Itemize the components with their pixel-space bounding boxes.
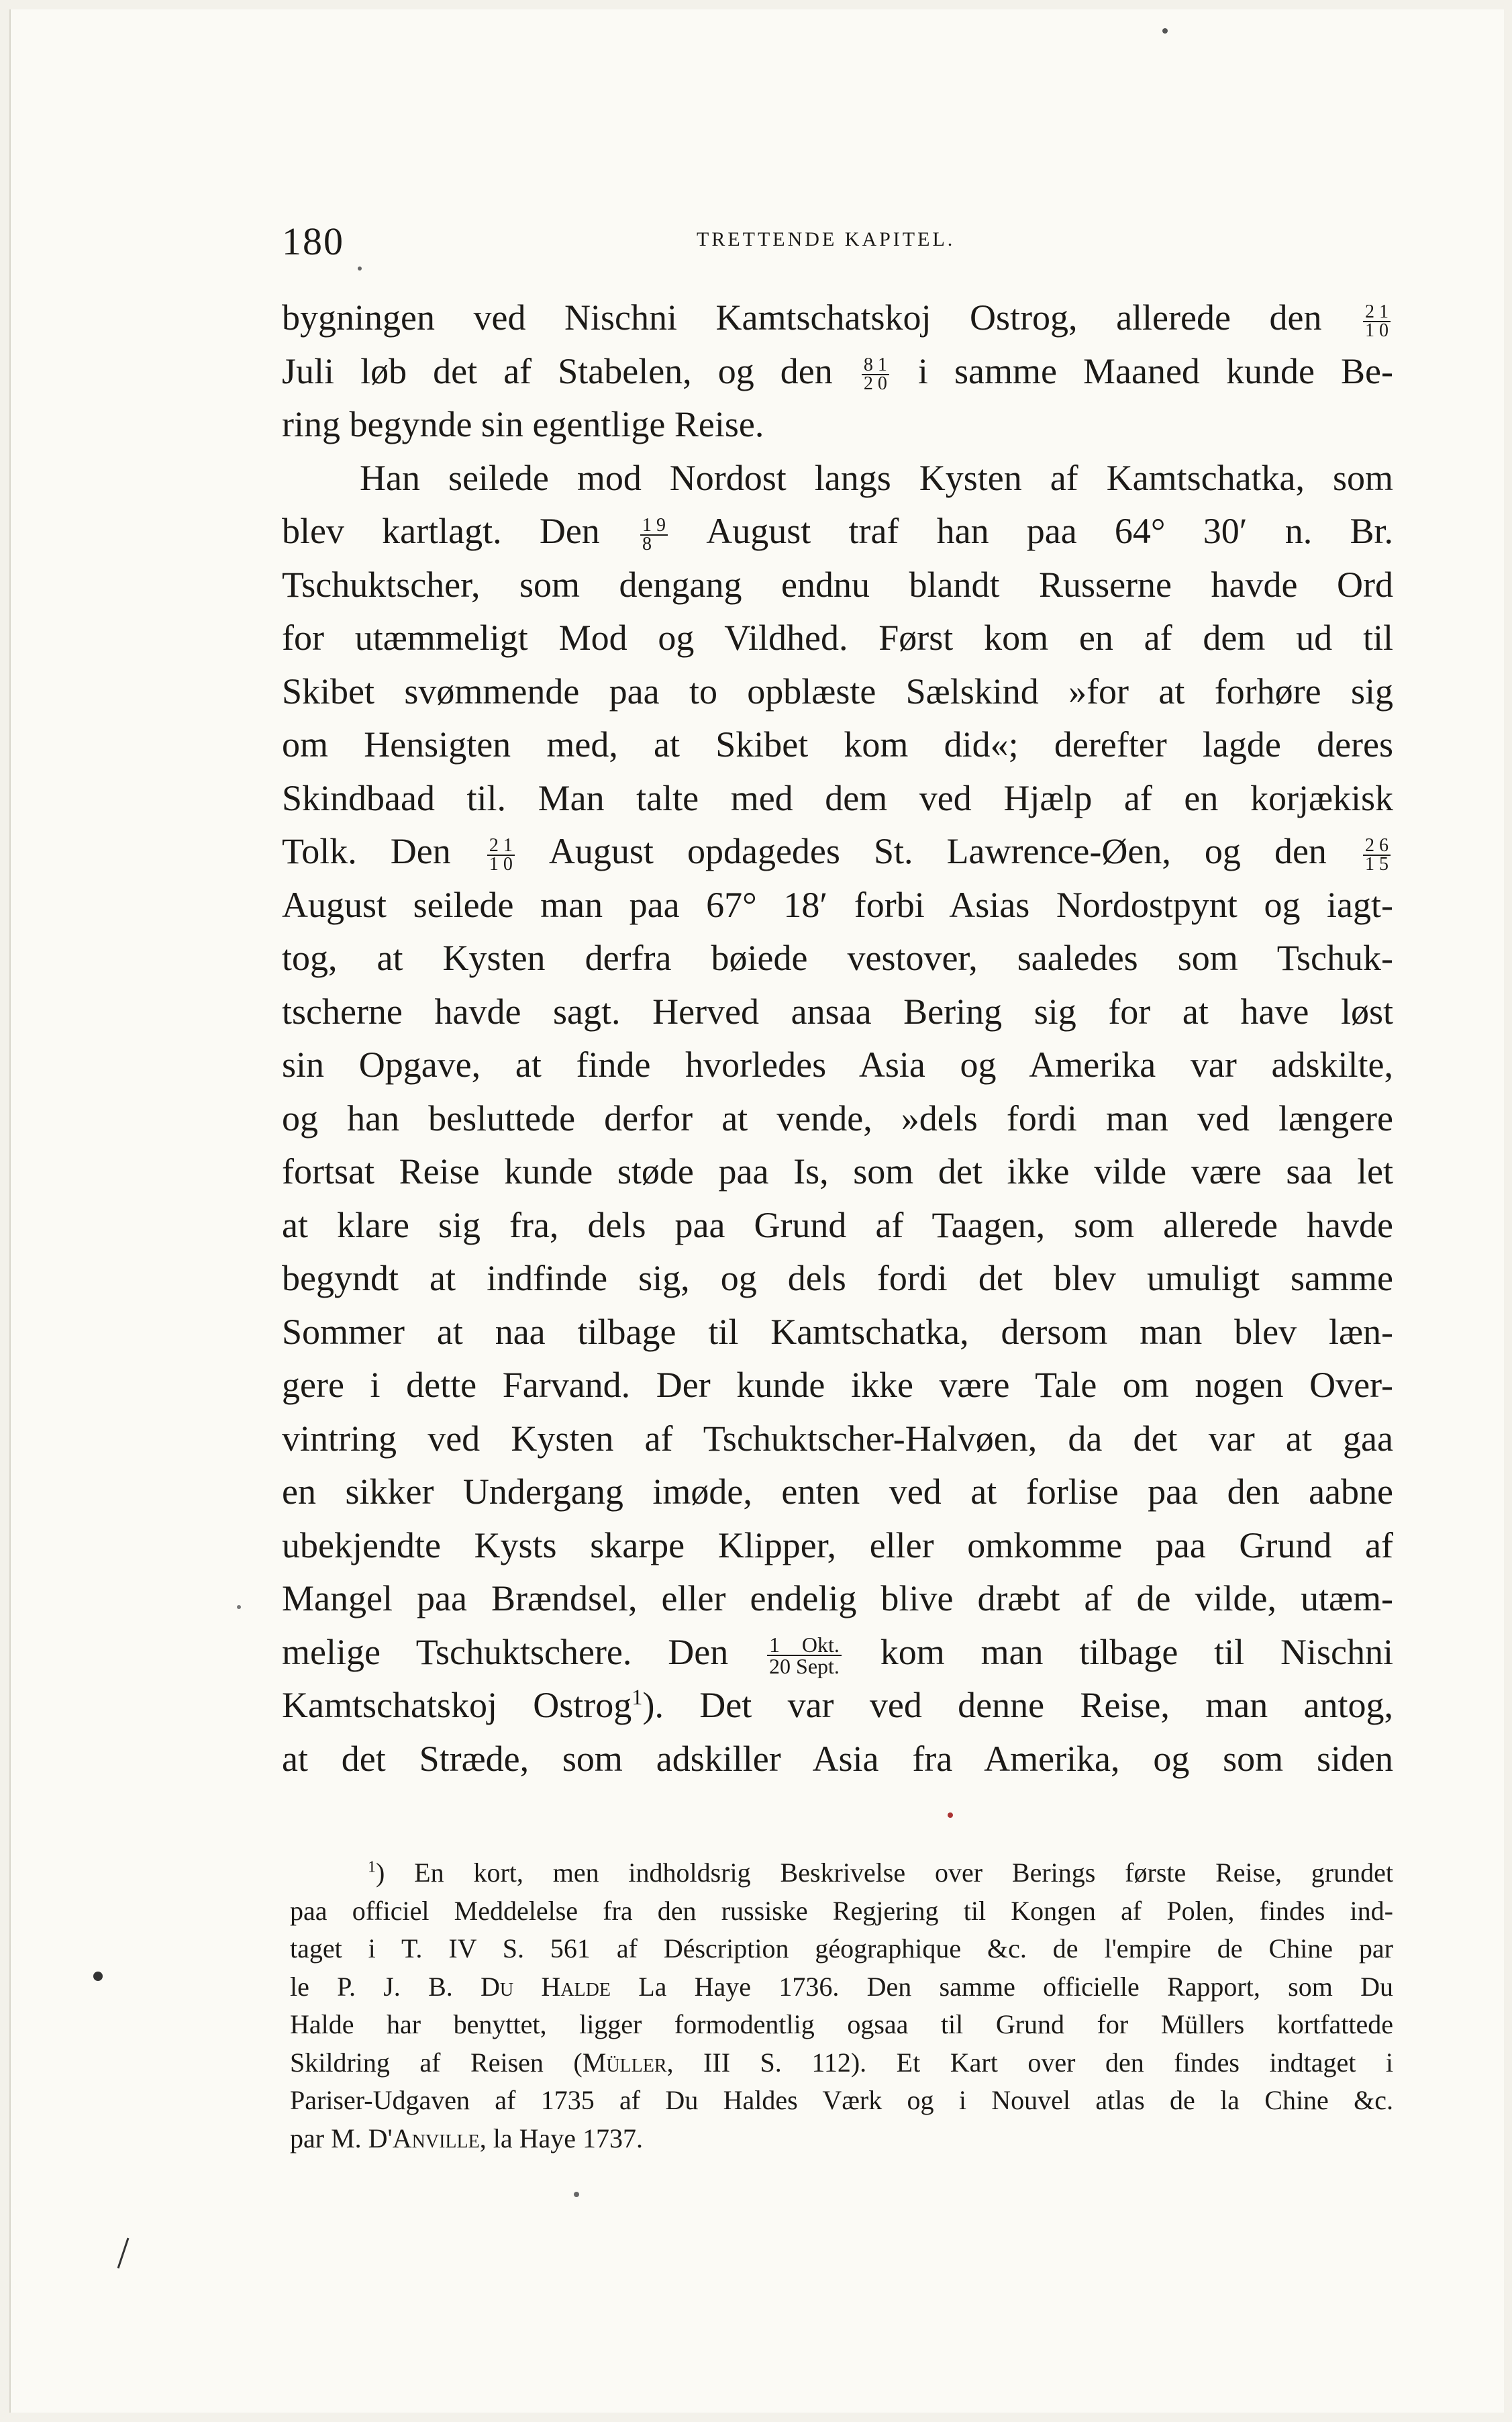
- text-line: Skindbaad til. Man talte med dem ved Hjælp af en korjækisk: [282, 777, 1393, 818]
- fraction-denominator: 8: [642, 533, 652, 554]
- text-span: Kamtschatskoj Ostrog: [282, 1685, 632, 1725]
- text-line: Skibet svømmende paa to opblæste Sælskind »for at forhøre sig: [282, 671, 1393, 712]
- text-span: melige Tschuktschere. Den: [282, 1631, 765, 1672]
- fraction-numerator: 2 1: [487, 837, 515, 856]
- text-line: Sommer at naa tilbage til Kamtschatka, dersom man blev læn-: [282, 1311, 1393, 1352]
- footnote-line: [290, 1854, 1393, 1892]
- fraction-numerator: 2 1: [1363, 303, 1391, 322]
- fraction: [1363, 834, 1391, 875]
- footnote-line: paa officiel Meddelelse fra den russiske Regjering til Kongen af Polen, findes ind-: [290, 1895, 1393, 1926]
- text-line: [282, 1679, 1393, 1733]
- text-span: , III S. 112). Et Kart over den findes indtaget i: [666, 2047, 1393, 2078]
- text-line: Han seilede mod Nordost langs Kysten af Kamtschatka, som: [360, 457, 1393, 498]
- fraction-numerator: 8 1: [862, 356, 889, 375]
- footnote-line: taget i T. IV S. 561 af Déscription géographique &c. de l'empire de Chine par: [290, 1933, 1393, 1964]
- fraction: [767, 1633, 842, 1679]
- text-span: Juli løb det af Stabelen, og den: [282, 350, 859, 391]
- text-line: ring begynde sin egentlige Reise.: [282, 404, 764, 444]
- fraction: [640, 514, 668, 554]
- text-line: fortsat Reise kunde støde paa Is, som det ikke vilde være saa let: [282, 1151, 1393, 1192]
- fraction: [487, 834, 515, 875]
- running-title: TRETTENDE KAPITEL.: [697, 228, 956, 250]
- small-caps-name: Müller: [582, 2047, 667, 2078]
- text-span: bygningen ved Nischni Kamtschatskoj Ostrog, allerede den: [282, 297, 1360, 338]
- text-line: sin Opgave, at finde hvorledes Asia og Amerika var adskilte,: [282, 1045, 1393, 1085]
- small-caps-name: Du Halde: [481, 1971, 611, 2002]
- footnote-line: [290, 1968, 1393, 2006]
- text-line: begyndt at indfinde sig, og dels fordi det blev umuligt samme: [282, 1258, 1393, 1298]
- text-line: [282, 345, 1393, 399]
- footnote-number: 1: [368, 1858, 376, 1876]
- text-span: La Haye 1736. Den samme officielle Rapport, som Du: [610, 1971, 1393, 2002]
- text-line: at det Stræde, som adskiller Asia fra Amerika, og som siden: [282, 1738, 1393, 1779]
- text-line: og han besluttede derfor at vende, »dels fordi man ved længere: [282, 1098, 1393, 1139]
- fraction: [1363, 303, 1391, 340]
- text-line: Tschuktscher, som dengang endnu blandt Russerne havde Ord: [282, 564, 1393, 605]
- text-span: i samme Maaned kunde Be-: [891, 350, 1394, 391]
- text-line: August seilede man paa 67° 18′ forbi Asias Nordostpynt og iagt-: [282, 884, 1393, 925]
- text-span: ). Det var ved denne Reise, man antog,: [642, 1685, 1393, 1725]
- page-number: 180: [282, 220, 344, 263]
- page-header: [11, 219, 1504, 266]
- text-line: [282, 1626, 1393, 1680]
- text-span: , la Haye 1737.: [479, 2123, 643, 2153]
- fraction-numerator: 1 Okt.: [767, 1635, 842, 1656]
- small-caps-name: D'Anville: [368, 2123, 480, 2153]
- text-span: Skildring af Reisen (: [290, 2047, 583, 2078]
- text-span: le P. J. B.: [290, 1971, 481, 2002]
- text-line: [282, 505, 1393, 559]
- fraction-denominator: 1 0: [1365, 320, 1389, 341]
- text-line: Mangel paa Brændsel, eller endelig blive dræbt af de vilde, utæm-: [282, 1578, 1393, 1618]
- footnote-line: Halde har benyttet, ligger formodentlig ogsaa til Grund for Müllers kortfattede: [290, 2009, 1393, 2039]
- text-line: [282, 825, 1393, 879]
- text-span: August traf han paa 64° 30′ n. Br.: [670, 511, 1393, 551]
- text-line: ubekjendte Kysts skarpe Klipper, eller omkomme paa Grund af: [282, 1524, 1393, 1565]
- text-line: tscherne havde sagt. Herved ansaa Bering sig for at have løst: [282, 991, 1393, 1032]
- fraction: [862, 356, 889, 393]
- text-line: at klare sig fra, dels paa Grund af Taagen, som allerede havde: [282, 1204, 1393, 1245]
- text-line: [282, 291, 1393, 345]
- footnote: [290, 1854, 1393, 2158]
- main-text: [282, 291, 1393, 1786]
- fraction-numerator: 1 9: [640, 517, 668, 536]
- fraction-denominator: 1 0: [489, 853, 513, 875]
- footnote-marker: 1: [632, 1686, 643, 1710]
- fraction-numerator: 2 6: [1363, 837, 1391, 856]
- text-line: gere i dette Farvand. Der kunde ikke være Tale om nogen Over-: [282, 1365, 1393, 1405]
- fraction-denominator: 2 0: [863, 373, 887, 395]
- text-line: for utæmmeligt Mod og Vildhed. Først kom en af dem ud til: [282, 618, 1393, 658]
- text-line: tog, at Kysten derfra bøiede vestover, saaledes som Tschuk-: [282, 938, 1393, 978]
- footnote-line: [290, 2044, 1393, 2082]
- text-span: par M.: [290, 2123, 368, 2153]
- text-span: ) En kort, men indholdsrig Beskrivelse over Berings første Reise, grundet: [376, 1857, 1393, 1888]
- book-page: [9, 9, 1504, 2413]
- fraction-denominator: 20 Sept.: [769, 1654, 840, 1679]
- text-line: vintring ved Kysten af Tschuktscher-Halvøen, da det var at gaa: [282, 1418, 1393, 1459]
- footnote-line: [290, 2120, 1393, 2158]
- text-line: en sikker Undergang imøde, enten ved at forlise paa den aabne: [282, 1471, 1393, 1512]
- fraction-denominator: 1 5: [1365, 853, 1389, 875]
- text-span: Tolk. Den: [282, 831, 485, 871]
- text-span: August opdagedes St. Lawrence-Øen, og den: [517, 831, 1360, 871]
- text-line: om Hensigten med, at Skibet kom did«; derefter lagde deres: [282, 724, 1393, 765]
- text-span: kom man tilbage til Nischni: [844, 1631, 1393, 1672]
- text-span: blev kartlagt. Den: [282, 511, 638, 551]
- footnote-line: Pariser-Udgaven af 1735 af Du Haldes Værk og i Nouvel atlas de la Chine &c.: [290, 2085, 1393, 2115]
